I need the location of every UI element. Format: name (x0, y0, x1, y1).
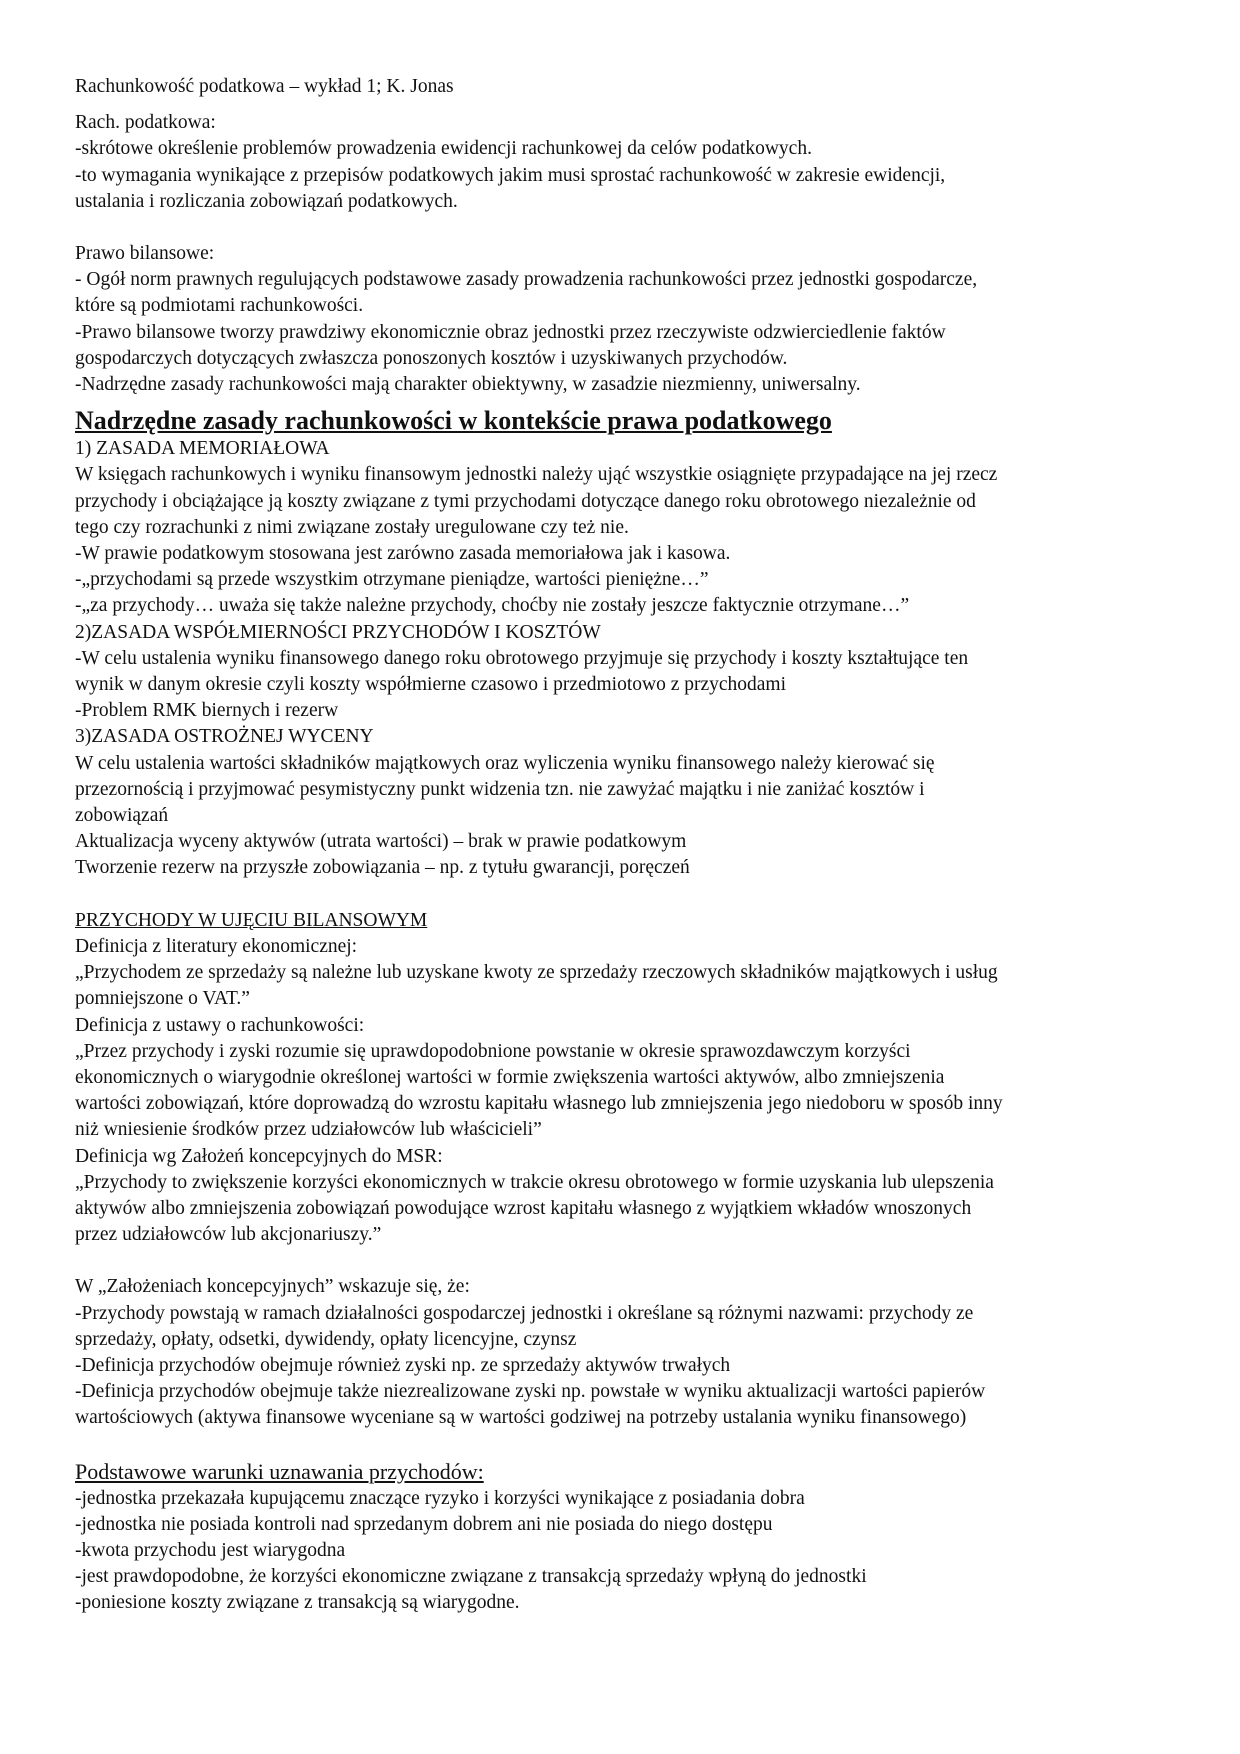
concept-line: wartościowych (aktywa finansowe wyceniane są w wartości godziwej na potrzeby ustalania wyniku finansowego) (75, 1407, 967, 1429)
condition-line: -poniesione koszty związane z transakcją są wiarygodne. (75, 1592, 520, 1614)
conditions-block (75, 1486, 1180, 1617)
paragraph-line: ustalania i rozliczania zobowiązań podatkowych. (75, 190, 458, 212)
revenue-heading: PRZYCHODY W UJĘCIU BILANSOWYM (75, 909, 428, 931)
concept-line: -Definicja przychodów obejmuje również zyski np. ze sprzedaży aktywów trwałych (75, 1354, 731, 1376)
condition-line: -kwota przychodu jest wiarygodna (75, 1539, 346, 1561)
revenue-line: niż wniesienie środków przez udziałowców lub właścicieli” (75, 1119, 542, 1141)
principle-line: wynik w danym okresie czyli koszty współmierne czasowo i przedmiotowo z przychodami (75, 674, 787, 696)
principle-line: Aktualizacja wyceny aktywów (utrata wartości) – brak w prawie podatkowym (75, 831, 687, 853)
section-title-rach-podatkowa: Rach. podatkowa: (75, 112, 216, 134)
paragraph-line: -skrótowe określenie problemów prowadzenia ewidencji rachunkowej da celów podatkowych. (75, 138, 812, 160)
principle-line: 3)ZASADA OSTROŻNEJ WYCENY (75, 726, 374, 748)
revenue-line: Definicja wg Założeń koncepcyjnych do MSR: (75, 1145, 443, 1167)
principles-block (75, 436, 1180, 881)
revenue-line: Definicja z ustawy o rachunkowości: (75, 1014, 365, 1036)
principle-line: -W prawie podatkowym stosowana jest zarówno zasada memoriałowa jak i kasowa. (75, 543, 731, 565)
revenue-line: pomniejszone o VAT.” (75, 988, 250, 1010)
revenue-line: wartości zobowiązań, które doprowadzą do wzrostu kapitału własnego lub zmniejszenia jego niedoboru w sposób inny (75, 1093, 1003, 1115)
revenue-line: ekonomicznych o wiarygodnie określonej wartości w formie zwiększenia wartości aktywów, albo zmniejszenia (75, 1066, 945, 1088)
concept-line: sprzedaży, opłaty, odsetki, dywidendy, opłaty licencyjne, czynsz (75, 1328, 577, 1350)
principle-line: W księgach rachunkowych i wyniku finansowym jednostki należy ująć wszystkie osiągnięte przypadające na jej rzecz (75, 464, 998, 486)
principle-line: tego czy rozrachunki z nimi związane zostały uregulowane czy też nie. (75, 516, 629, 538)
principle-line: przychody i obciążające ją koszty związane z tymi przychodami dotyczące danego roku obrotowego niezależnie od (75, 490, 976, 512)
principle-line: Tworzenie rezerw na przyszłe zobowiązania – np. z tytułu gwarancji, poręczeń (75, 857, 690, 879)
paragraph-line: - Ogół norm prawnych regulujących podstawowe zasady prowadzenia rachunkowości przez jednostki gospodarcze, (75, 269, 978, 291)
revenue-line: aktywów albo zmniejszenia zobowiązań powodujące wzrost kapitału własnego z wyjątkiem wkładów wnoszonych (75, 1197, 972, 1219)
paragraph-line: gospodarczych dotyczących zwłaszcza ponoszonych kosztów i uzyskiwanych przychodów. (75, 347, 788, 369)
concept-line: -Przychody powstają w ramach działalności gospodarczej jednostki i określane są różnymi nazwami: przychody ze (75, 1302, 974, 1324)
concept-line: -Definicja przychodów obejmuje także niezrealizowane zyski np. powstałe w wyniku aktualizacji wartości papierów (75, 1381, 986, 1403)
revenue-line: „Przez przychody i zyski rozumie się uprawdopodobnione powstanie w okresie sprawozdawczym korzyści (75, 1040, 911, 1062)
revenue-line: „Przychody to zwiększenie korzyści ekonomicznych w trakcie okresu obrotowego w formie uzyskania lub ulepszenia (75, 1171, 994, 1193)
paragraph-line: -Nadrzędne zasady rachunkowości mają charakter obiektywny, w zasadzie niezmienny, uniwersalny. (75, 374, 861, 396)
principle-line: zobowiązań (75, 805, 169, 827)
revenue-line: przez udziałowców lub akcjonariuszy.” (75, 1224, 382, 1246)
paragraph-line: -to wymagania wynikające z przepisów podatkowych jakim musi sprostać rachunkowość w zakresie ewidencji, (75, 164, 946, 186)
principle-line: W celu ustalenia wartości składników majątkowych oraz wyliczenia wyniku finansowego należy kierować się (75, 752, 935, 774)
principle-line: 1) ZASADA MEMORIAŁOWA (75, 438, 330, 460)
conditions-heading: Podstawowe warunki uznawania przychodów: (75, 1458, 484, 1484)
principle-line: 2)ZASADA WSPÓŁMIERNOŚCI PRZYCHODÓW I KOSZTÓW (75, 621, 601, 643)
concept-block (75, 1274, 1180, 1431)
main-heading: Nadrzędne zasady rachunkowości w kontekście prawa podatkowego (75, 406, 832, 436)
condition-line: -jest prawdopodobne, że korzyści ekonomiczne związane z transakcją sprzedaży wpłyną do jednostki (75, 1566, 867, 1588)
principle-line: przezornością i przyjmować pesymistyczny punkt widzenia tzn. nie zawyżać majątku i nie zaniżać kosztów i (75, 778, 925, 800)
paragraph-line: które są podmiotami rachunkowości. (75, 295, 364, 317)
document-header: Rachunkowość podatkowa – wykład 1; K. Jonas (75, 76, 454, 97)
paragraph-line: -Prawo bilansowe tworzy prawdziwy ekonomicznie obraz jednostki przez rzeczywiste odzwierciedlenie faktów (75, 321, 946, 343)
principle-line: -„przychodami są przede wszystkim otrzymane pieniądze, wartości pieniężne…” (75, 569, 709, 591)
principle-line: -W celu ustalenia wyniku finansowego danego roku obrotowego przyjmuje się przychody i koszty kształtujące ten (75, 647, 969, 669)
principle-line: -„za przychody… uważa się także należne przychody, choćby nie zostały jeszcze faktycznie otrzymane…” (75, 595, 910, 617)
section-title-prawo-bilansowe: Prawo bilansowe: (75, 243, 215, 265)
condition-line: -jednostka nie posiada kontroli nad sprzedanym dobrem ani nie posiada do niego dostępu (75, 1513, 773, 1535)
principle-line: -Problem RMK biernych i rezerw (75, 700, 339, 722)
revenue-line: „Przychodem ze sprzedaży są należne lub uzyskane kwoty ze sprzedaży rzeczowych składników majątkowych i usług (75, 962, 998, 984)
revenue-line: Definicja z literatury ekonomicznej: (75, 935, 358, 957)
concept-line: W „Założeniach koncepcyjnych” wskazuje się, że: (75, 1276, 470, 1298)
revenue-block (75, 934, 1180, 1248)
condition-line: -jednostka przekazała kupującemu znaczące ryzyko i korzyści wynikające z posiadania dobra (75, 1487, 805, 1509)
